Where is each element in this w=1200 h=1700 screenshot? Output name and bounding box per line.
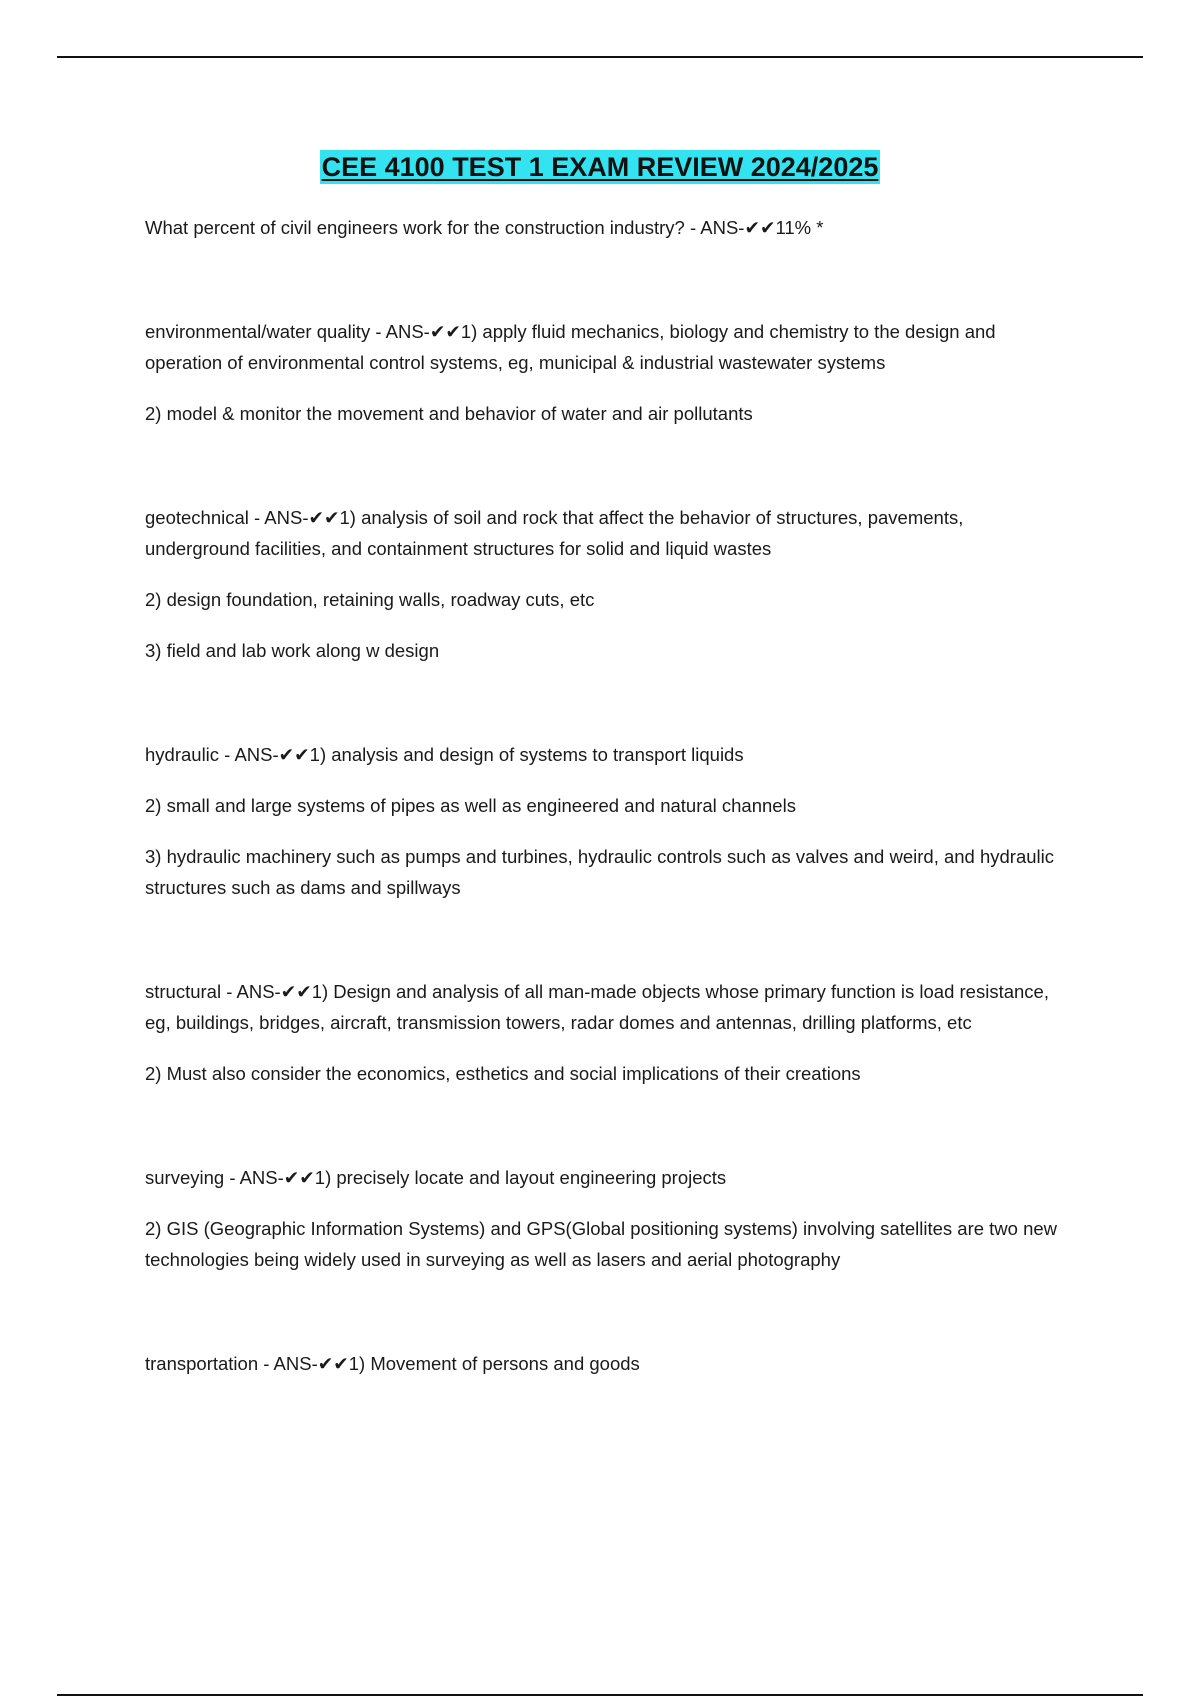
entry-paragraph: environmental/water quality - ANS-✔✔1) apply fluid mechanics, biology and chemistry to the design and operation of environmental control systems, eg, municipal & industrial wastewater systems bbox=[145, 321, 996, 373]
entry-paragraph: 3) hydraulic machinery such as pumps and turbines, hydraulic controls such as valves and weird, and hydraulic structures such as dams and spillways bbox=[145, 846, 1055, 898]
entry-paragraph: 3) field and lab work along w design bbox=[145, 640, 440, 661]
qa-entry-structural bbox=[145, 976, 1065, 1089]
entry-paragraph: 2) small and large systems of pipes as well as engineered and natural channels bbox=[145, 795, 796, 816]
top-divider bbox=[57, 56, 1143, 58]
qa-entry-environmental bbox=[145, 316, 1065, 429]
entry-paragraph: 2) GIS (Geographic Information Systems) and GPS(Global positioning systems) involving satellites are two new technologies being widely used in surveying as well as lasers and aerial photography bbox=[145, 1218, 1058, 1270]
entry-paragraph: structural - ANS-✔✔1) Design and analysis of all man-made objects whose primary function is load resistance, eg, buildings, bridges, aircraft, transmission towers, radar domes and antennas, drilling platforms, etc bbox=[145, 981, 1049, 1033]
entry-paragraph: 2) design foundation, retaining walls, roadway cuts, etc bbox=[145, 589, 595, 610]
qa-entry-surveying bbox=[145, 1162, 1065, 1275]
entry-paragraph: hydraulic - ANS-✔✔1) analysis and design of systems to transport liquids bbox=[145, 744, 744, 765]
entry-paragraph: geotechnical - ANS-✔✔1) analysis of soil and rock that affect the behavior of structures, pavements, underground facilities, and containment structures for solid and liquid wastes bbox=[145, 507, 964, 559]
qa-entry-construction bbox=[145, 212, 1065, 243]
document-body bbox=[145, 212, 1065, 1452]
qa-entry-transportation bbox=[145, 1348, 1065, 1379]
qa-entry-hydraulic bbox=[145, 739, 1065, 903]
page-title: CEE 4100 TEST 1 EXAM REVIEW 2024/2025 bbox=[321, 152, 879, 182]
qa-entry-geotechnical bbox=[145, 502, 1065, 666]
entry-paragraph: What percent of civil engineers work for the construction industry? - ANS-✔✔11% * bbox=[145, 217, 824, 238]
entry-paragraph: surveying - ANS-✔✔1) precisely locate and layout engineering projects bbox=[145, 1167, 727, 1188]
title-container bbox=[0, 150, 1200, 184]
entry-paragraph: transportation - ANS-✔✔1) Movement of persons and goods bbox=[145, 1353, 640, 1374]
entry-paragraph: 2) model & monitor the movement and behavior of water and air pollutants bbox=[145, 403, 753, 424]
entry-paragraph: 2) Must also consider the economics, esthetics and social implications of their creations bbox=[145, 1063, 861, 1084]
bottom-divider bbox=[57, 1694, 1143, 1696]
